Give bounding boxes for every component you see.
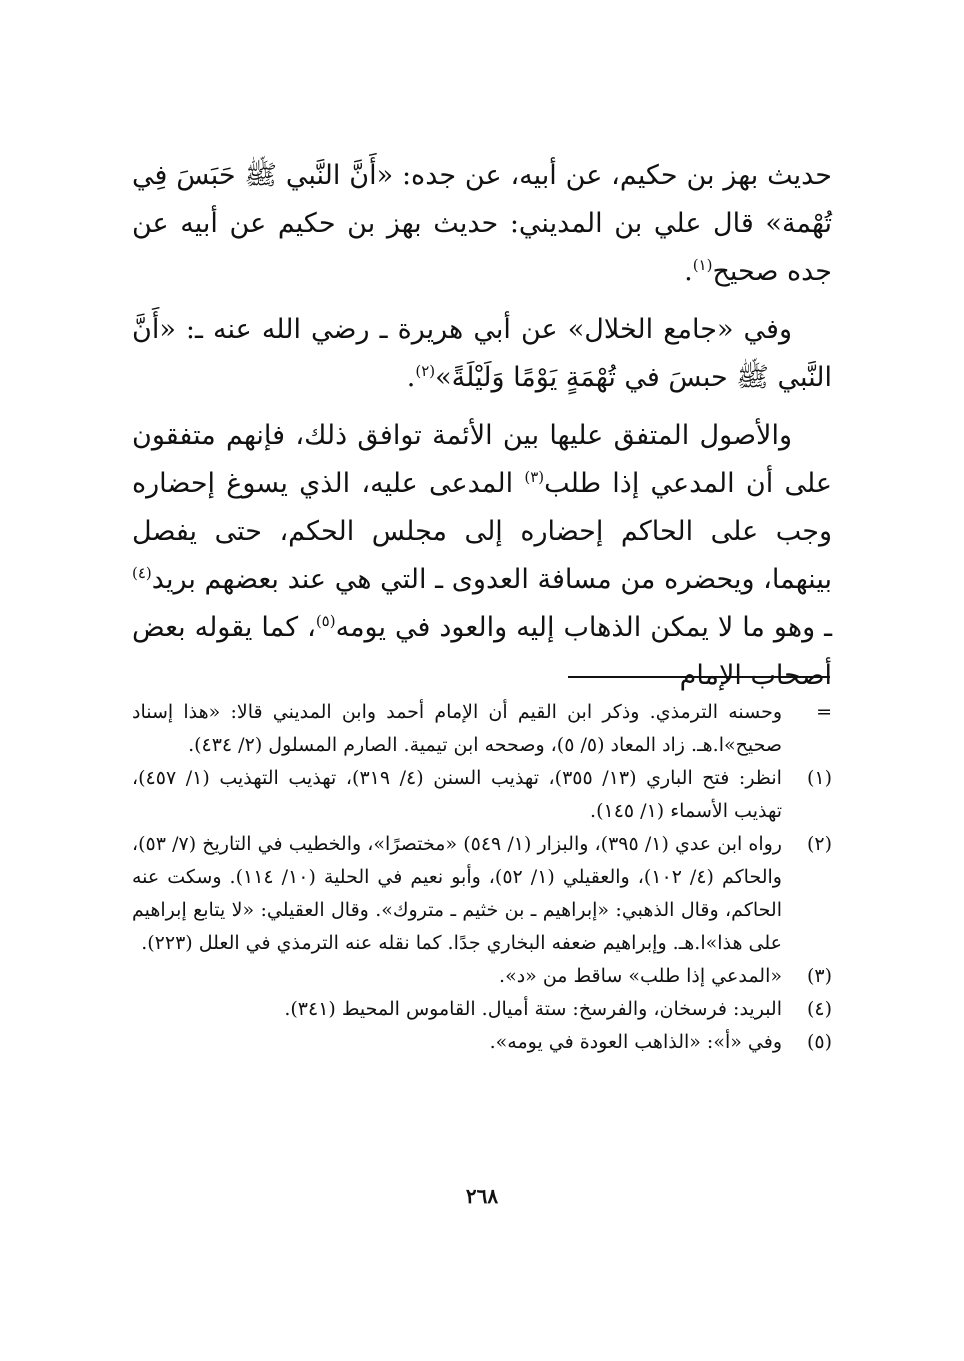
- paragraph-1-text: حديث بهز بن حكيم، عن أبيه، عن جده: «أَنَّ النَّبي ﷺ حَبَسَ فِي تُهْمة» قال علي بن المديني: حديث بهز بن حكيم عن أبيه عن جده صحيح: [132, 160, 832, 287]
- paragraph-1-end: .: [684, 256, 693, 287]
- paragraph-2-end: .: [406, 362, 416, 393]
- footnote-2: [132, 828, 832, 960]
- paragraph-2-text: وفي «جامع الخلال» عن أبي هريرة ـ رضي الله عنه ـ: «أَنَّ النَّبي ﷺ حبسَ في تُهْمَةٍ يَوْمًا وَلَيْلَةً»: [132, 314, 832, 393]
- main-text: [132, 152, 832, 700]
- paragraph-1: [132, 152, 832, 296]
- footnote-number: (١): [806, 767, 832, 789]
- footnote-number: (٣): [806, 965, 832, 987]
- footnote-ref-1: (١): [692, 256, 713, 274]
- footnote-5: [132, 1026, 832, 1059]
- footnote-ref-4: (٤): [132, 564, 152, 582]
- footnote-continued: [132, 696, 832, 762]
- footnote-ref-3: (٣): [524, 468, 545, 486]
- footnote-number: (٤): [806, 998, 832, 1020]
- footnote-text: وفي «أ»: «الذاهب العودة في يومه».: [489, 1031, 782, 1053]
- footnote-ref-2: (٢): [415, 362, 436, 380]
- footnote-3: [132, 960, 832, 993]
- paragraph-3: [132, 412, 832, 700]
- footnote-1: [132, 762, 832, 828]
- paragraph-3-text-c: ـ وهو ما لا يمكن الذهاب إليه والعود في يومه: [335, 612, 833, 643]
- footnotes: [132, 696, 832, 1059]
- footnote-number: (٢): [806, 833, 832, 855]
- footnote-number: (٥): [806, 1031, 832, 1053]
- footnote-text: وحسنه الترمذي. وذكر ابن القيم أن الإمام أحمد وابن المديني قالا: «هذا إسناد صحيح»ا.هـ. زاد المعاد (٥/ ٥)، وصححه ابن تيمية. الصارم المسلول (٢/ ٤٣٤).: [132, 701, 782, 756]
- paragraph-3-text-a: والأصول المتفق عليها بين الأئمة توافق ذلك، فإنهم متفقون على أن المدعي إذا طلب: [132, 420, 832, 499]
- footnote-4: [132, 993, 832, 1026]
- footnote-text: البريد: فرسخان، والفرسخ: ستة أميال. القاموس المحيط (٣٤١).: [284, 998, 782, 1020]
- footnote-text: رواه ابن عدي (١/ ٣٩٥)، والبزار (١/ ٥٤٩) «مختصرًا»، والخطيب في التاريخ (٧/ ٥٣)، والحاكم (٤/ ١٠٢)، والعقيلي (١/ ٥٢)، وأبو نعيم في الحلية (١٠/ ١١٤). وسكت عنه الحاكم، وقال الذهبي: «إبراهيم ـ بن خثيم ـ متروك». وقال العقيلي: «لا يتابع إبراهيم على هذا»ا.هـ. وإبراهيم ضعفه البخاري جدًا. كما نقله عنه الترمذي في العلل (٢٢٣).: [132, 833, 782, 954]
- footnote-text: «المدعي إذا طلب» ساقط من «د».: [499, 965, 782, 987]
- paragraph-3-text-d: ، كما يقوله بعض أصحاب الإمام: [132, 612, 832, 691]
- footnote-text: انظر: فتح الباري (١٣/ ٣٥٥)، تهذيب السنن (٤/ ٣١٩)، تهذيب التهذيب (١/ ٤٥٧)، تهذيب الأسماء (١/ ١٤٥).: [132, 767, 782, 822]
- footnote-separator: [568, 676, 830, 678]
- footnote-ref-5: (٥): [315, 612, 336, 630]
- footnote-marker: =: [816, 701, 832, 723]
- page-number: ٢٦٨: [465, 1184, 499, 1208]
- paragraph-2: [132, 306, 832, 402]
- paragraph-3-text-b: المدعى عليه، الذي يسوغ إحضاره وجب على الحاكم إحضاره إلى مجلس الحكم، حتى يفصل بينهما، ويحضره من مسافة العدوى ـ التي هي عند بعضهم بريد: [132, 468, 832, 595]
